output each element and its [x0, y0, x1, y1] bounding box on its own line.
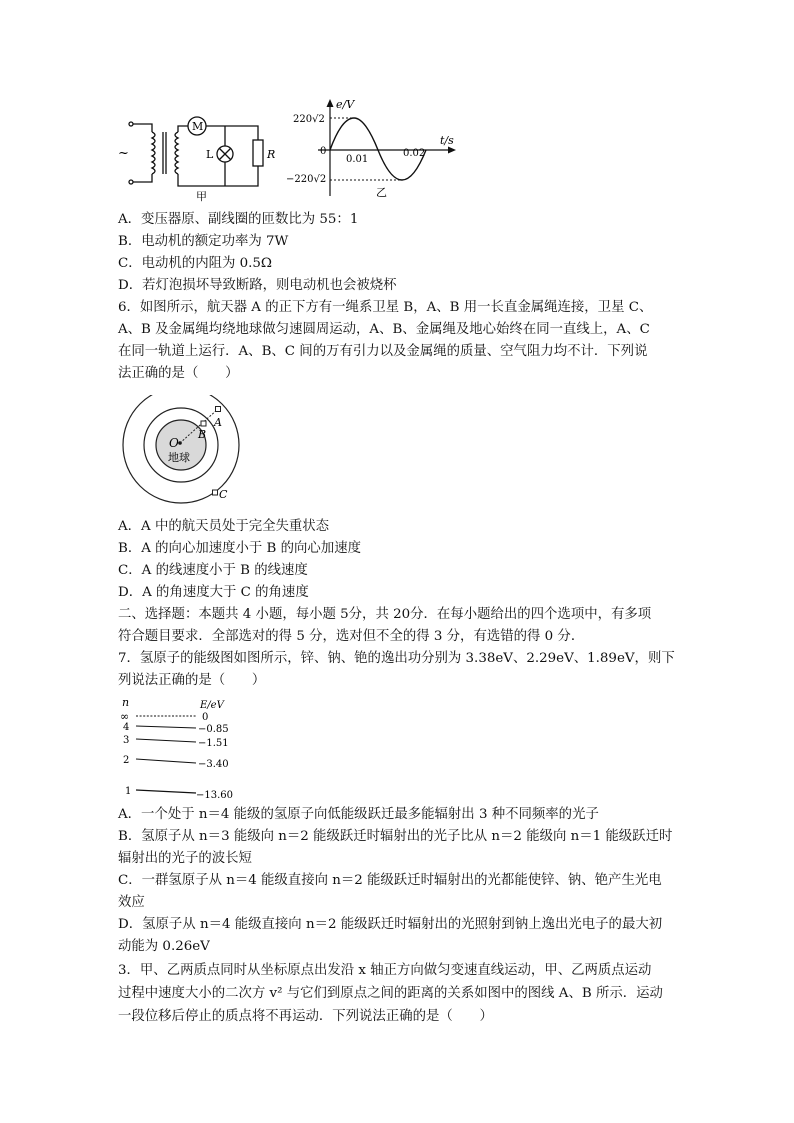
satellite-c [213, 490, 218, 495]
secondary-lead-bottom [178, 174, 198, 186]
label-center-o: O [169, 436, 179, 450]
level-n-1: 1 [125, 786, 132, 797]
primary-coil [152, 132, 155, 174]
q6-option-d: D．A 的角速度大于 C 的角速度 [118, 585, 309, 600]
label-a: A [214, 416, 222, 429]
q7-option-c-line-2: 效应 [118, 895, 145, 910]
x-axis-arrow [448, 147, 456, 154]
primary-lead-bottom [133, 174, 152, 182]
secondary-lead-top [178, 126, 188, 132]
q6-stem-line-1: 6．如图所示，航天器 A 的正下方有一绳系卫星 B，A、B 用一长直金属绳连接，卫星 C、 [118, 300, 653, 315]
level-line-2 [136, 759, 196, 763]
level-e-1: −13.60 [196, 790, 234, 801]
level-line-3 [136, 739, 196, 742]
tick-0-02: 0.02 [403, 148, 426, 159]
q5-option-c: C．电动机的内阻为 0.5Ω [118, 256, 273, 271]
level-line-4 [136, 726, 196, 728]
label-earth: 地球 [168, 451, 190, 464]
energy-level-figure [118, 695, 248, 805]
q5-option-d: D．若灯泡损坏导致断路，则电动机也会被烧杯 [118, 278, 397, 293]
secondary-coil [175, 132, 178, 174]
q6-option-a: A．A 中的航天员处于完全失重状态 [118, 519, 330, 534]
resistor-symbol [253, 140, 263, 166]
q7-stem-line-1: 7．氢原子的能级图如图所示，锌、钠、铯的逸出功分别为 3.38eV、2.29eV、1.89eV，则下 [118, 651, 675, 666]
tick-0-01: 0.01 [346, 154, 369, 165]
q6-option-c: C．A 的线速度小于 B 的线速度 [118, 563, 308, 578]
level-e-4: −0.85 [198, 724, 229, 735]
circuit-and-waveform-figure [118, 96, 468, 204]
label-c: C [219, 488, 228, 501]
level-n-2: 2 [123, 755, 130, 766]
section2-line-2: 符合题目要求．全部选对的得 5 分，选对但不全的得 3 分，有选错的得 0 分． [118, 629, 585, 644]
section2-line-1: 二、选择题：本题共 4 小题，每小题 5分，共 20分．在每小题给出的四个选项中，有多项 [118, 607, 652, 622]
n-axis-label: n [122, 696, 130, 709]
lamp-label: L [206, 148, 214, 161]
e-axis-label: E/eV [200, 700, 224, 711]
input-terminal-bottom [129, 180, 133, 184]
q7-option-b-line-1: B．氢原子从 n＝3 能级向 n＝2 能级跃迁时辐射出的光子比从 n＝2 能级向 n＝1 能级跃迁时 [118, 829, 673, 844]
q7-option-a: A．一个处于 n＝4 能级的氢原子向低能级跃迁最多能辐射出 3 种不同频率的光子 [118, 807, 599, 822]
q6-stem-line-2: A、B 及金属绳均绕地球做匀速圆周运动，A、B、金属绳及地心始终在同一直线上，A、C [118, 322, 650, 337]
orbit-figure [118, 395, 258, 515]
input-terminal-top [129, 122, 133, 126]
wire-top-right [206, 126, 258, 140]
q5-option-b: B．电动机的额定功率为 7W [118, 234, 289, 249]
y-axis-arrow [327, 99, 334, 107]
q8-stem-line-1: 3．甲、乙两质点同时从坐标原点出发沿 x 轴正方向做匀变速直线运动，甲、乙两质点运动 [118, 963, 652, 978]
caption-yi: 乙 [376, 186, 387, 199]
resistor-label: R [267, 148, 276, 161]
level-n-3: 3 [123, 735, 130, 746]
spacecraft-a [216, 407, 221, 412]
q7-option-d-line-2: 动能为 0.26eV [118, 939, 210, 954]
q7-stem-line-2: 列说法正确的是（ ） [118, 673, 266, 688]
q6-stem-line-3: 在同一轨道上运行．A、B、C 间的万有引力以及金属绳的质量、空气阻力均不计．下列说 [118, 344, 648, 359]
q5-option-a: A．变压器原、副线圈的匝数比为 55：1 [118, 212, 359, 227]
y-axis-label: e/V [336, 98, 355, 111]
y-top-label: 220√2 [293, 114, 325, 125]
primary-lead-top [133, 124, 152, 132]
wire-bottom [198, 166, 258, 186]
level-line-1 [136, 790, 196, 793]
q8-stem-line-2: 过程中速度大小的二次方 v² 与它们到原点之间的距离的关系如图中的图线 A、B 所示．运动 [118, 986, 663, 1001]
label-b: B [198, 428, 207, 441]
q6-stem-line-4: 法正确的是（ ） [118, 366, 239, 381]
source-symbol: ~ [118, 146, 129, 161]
waveform-graph-yi [318, 99, 456, 196]
caption-jia: 甲 [196, 190, 207, 203]
q6-option-b: B．A 的向心加速度小于 B 的向心加速度 [118, 541, 361, 556]
level-e-inf: 0 [202, 712, 209, 723]
q7-option-b-line-2: 辐射出的光子的波长短 [118, 851, 252, 866]
x-axis-label: t/s [440, 134, 454, 147]
level-e-2: −3.40 [198, 759, 229, 770]
level-n-4: 4 [123, 722, 130, 733]
motor-label: M [192, 120, 204, 133]
level-n-inf: ∞ [120, 710, 130, 723]
level-e-3: −1.51 [198, 738, 229, 749]
q8-stem-line-3: 一段位移后停止的质点将不再运动．下列说法正确的是（ ） [118, 1009, 493, 1024]
q7-option-c-line-1: C．一群氢原子从 n＝4 能级直接向 n＝2 能级跃迁时辐射出的光都能使锌、钠、铯产生光电 [118, 873, 662, 888]
y-bottom-label: −220√2 [286, 174, 327, 185]
origin-label: 0 [320, 146, 327, 157]
q7-option-d-line-1: D．氢原子从 n＝4 能级直接向 n＝2 能级跃迁时辐射出的光照射到钠上逸出光电子的最大初 [118, 917, 663, 932]
satellite-b [201, 421, 206, 426]
